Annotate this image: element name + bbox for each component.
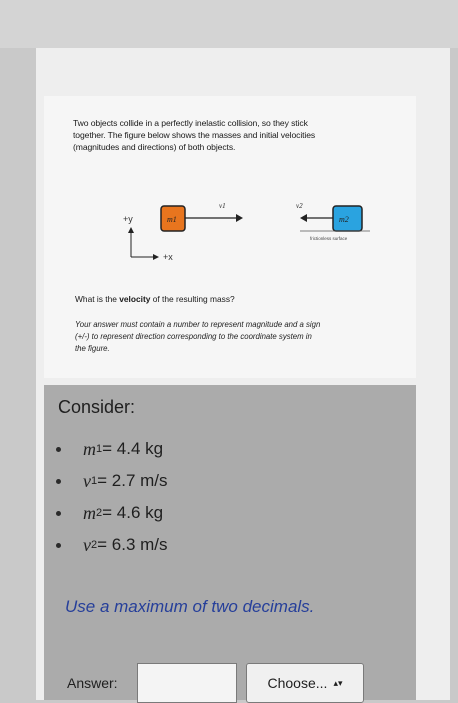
- prompt-suffix: of the resulting mass?: [150, 294, 235, 304]
- prompt-prefix: What is the: [75, 294, 120, 304]
- variable-value: = 2.7 m/s: [97, 471, 168, 490]
- variable-symbol: v: [83, 534, 91, 555]
- list-item: [56, 433, 168, 465]
- list-item: [56, 465, 168, 497]
- variable-value: = 4.4 kg: [102, 439, 164, 458]
- velocity-1-arrowhead: [236, 214, 243, 222]
- updown-arrow-icon: ▴▾: [333, 677, 343, 688]
- variable-symbol: m: [83, 502, 96, 523]
- consider-heading: Consider:: [58, 397, 136, 417]
- note-line: (+/-) to represent direction corresponding to the coordinate system in: [75, 332, 312, 341]
- answer-format-note: [75, 319, 393, 355]
- note-line: Your answer must contain a number to represent magnitude and a sign: [75, 320, 321, 329]
- question-line: together. The figure below shows the masses and initial velocities: [73, 130, 316, 140]
- mass-1-label: m1: [167, 215, 177, 224]
- decimal-instruction: Use a maximum of two decimals.: [65, 597, 315, 616]
- velocity-2-label: v2: [296, 202, 303, 210]
- question-line: Two objects collide in a perfectly inelastic collision, so they stick: [73, 118, 308, 128]
- bullet-icon: [56, 511, 61, 516]
- collision-diagram: [95, 193, 385, 273]
- bullet-icon: [56, 447, 61, 452]
- bullet-icon: [56, 543, 61, 548]
- given-values-list: [56, 433, 168, 561]
- mass-2-label: m2: [339, 215, 349, 224]
- variable-subscript: 1: [91, 475, 98, 487]
- answer-input[interactable]: [137, 663, 237, 703]
- variable-subscript: 2: [96, 507, 103, 519]
- variable-value: = 4.6 kg: [102, 503, 164, 522]
- variable-subscript: 2: [91, 539, 98, 551]
- surface-label: frictionless surface: [310, 236, 348, 241]
- prompt-emphasis: velocity: [119, 294, 151, 304]
- list-item: [56, 497, 168, 529]
- question-text: [73, 117, 393, 153]
- variable-symbol: v: [83, 470, 91, 491]
- question-line: (magnitudes and directions) of both objects.: [73, 142, 236, 152]
- top-band: [0, 0, 458, 48]
- bullet-icon: [56, 479, 61, 484]
- sign-select[interactable]: [246, 663, 364, 703]
- variable-value: = 6.3 m/s: [97, 535, 168, 554]
- answer-label: Answer:: [67, 675, 118, 691]
- velocity-2-arrowhead: [300, 214, 307, 222]
- select-value: Choose...: [267, 675, 328, 691]
- note-line: the figure.: [75, 344, 110, 353]
- axis-x-label: +x: [163, 252, 173, 262]
- variable-subscript: 1: [96, 443, 103, 455]
- list-item: [56, 529, 168, 561]
- velocity-1-label: v1: [219, 202, 226, 210]
- x-axis-arrow: [153, 254, 159, 260]
- axis-y-label: +y: [123, 214, 133, 224]
- y-axis-arrow: [128, 227, 134, 233]
- variable-symbol: m: [83, 438, 96, 459]
- question-prompt: [75, 294, 235, 304]
